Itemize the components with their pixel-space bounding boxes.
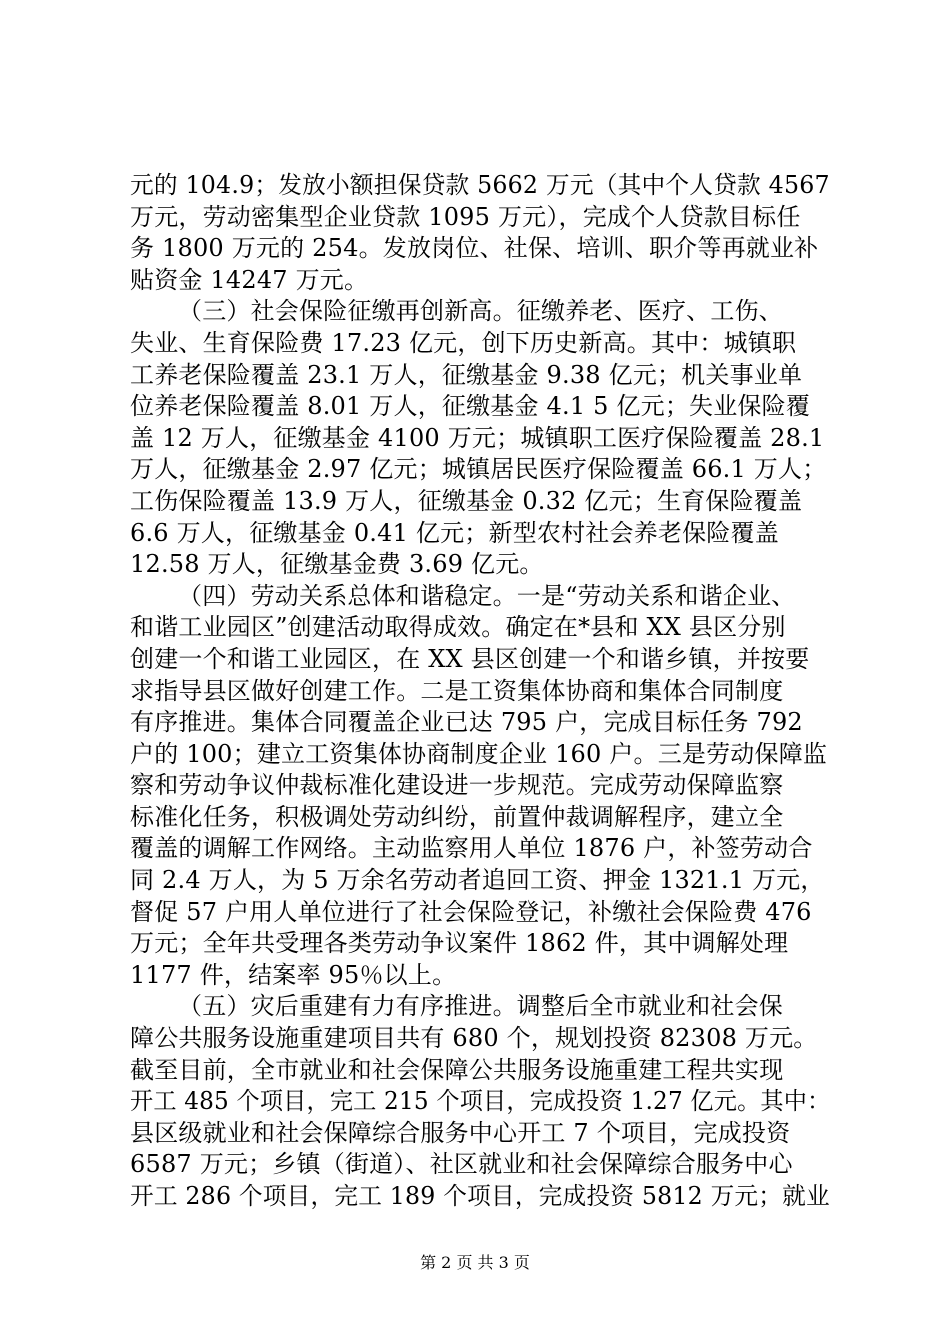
text-line: 察和劳动争议仲裁标准化建设进一步规范。完成劳动保障监察 bbox=[130, 771, 784, 800]
text-line: 标准化任务，积极调处劳动纠纷，前置仲裁调解程序，建立全 bbox=[130, 802, 784, 831]
text-line: 截至目前，全市就业和社会保障公共服务设施重建工程共实现 bbox=[130, 1055, 784, 1084]
paragraph-heading-4: （四）劳动关系总体和谐稳定。一是“劳动关系和谐企业、 bbox=[178, 581, 796, 610]
text-line: 12.58 万人，征缴基金费 3.69 亿元。 bbox=[130, 550, 544, 579]
text-line: 开工 286 个项目，完工 189 个项目，完成投资 5812 万元；就业 bbox=[130, 1182, 830, 1210]
text-line: 督促 57 户用人单位进行了社会保险登记，补缴社会保险费 476 bbox=[130, 897, 812, 926]
text-line: 覆盖的调解工作网络。主动监察用人单位 1876 户，补签劳动合 bbox=[130, 834, 813, 863]
text-line: 万元，劳动密集型企业贷款 1095 万元），完成个人贷款目标任 bbox=[130, 202, 801, 231]
text-line: 创建一个和谐工业园区，在 XX 县区创建一个和谐乡镇，并按要 bbox=[130, 644, 810, 673]
text-line: 位养老保险覆盖 8.01 万人，征缴基金 4.1 5 亿元；失业保险覆 bbox=[130, 392, 811, 421]
text-line: 求指导县区做好创建工作。二是工资集体协商和集体合同制度 bbox=[130, 676, 784, 705]
text-line: 开工 485 个项目，完工 215 个项目，完成投资 1.27 亿元。其中： bbox=[130, 1087, 831, 1116]
text-line: 盖 12 万人，征缴基金 4100 万元；城镇职工医疗保险覆盖 28.1 bbox=[130, 423, 825, 452]
text-line: 失业、生育保险费 17.23 亿元，创下历史新高。其中：城镇职 bbox=[130, 328, 797, 357]
text-line: 有序推进。集体合同覆盖企业已达 795 户，完成目标任务 792 bbox=[130, 708, 803, 737]
text-line: 务 1800 万元的 254。发放岗位、社保、培训、职介等再就业补 bbox=[130, 234, 819, 263]
page-number-footer: 第 2 页 共 3 页 bbox=[420, 1253, 530, 1272]
document-body bbox=[130, 170, 830, 1213]
text-line: 贴资金 14247 万元。 bbox=[130, 265, 369, 294]
text-line: 同 2.4 万人，为 5 万余名劳动者追回工资、押金 1321.1 万元， bbox=[130, 866, 825, 895]
text-line: 户的 100；建立工资集体协商制度企业 160 户。三是劳动保障监 bbox=[130, 739, 828, 768]
text-line: 万人，征缴基金 2.97 亿元；城镇居民医疗保险覆盖 66.1 万人； bbox=[130, 455, 827, 484]
text-line: 6587 万元；乡镇（街道）、社区就业和社会保障综合服务中心 bbox=[130, 1150, 793, 1179]
text-line: 1177 件，结案率 95％以上。 bbox=[130, 960, 457, 989]
text-line: 元的 104.9；发放小额担保贷款 5662 万元（其中个人贷款 4567 bbox=[130, 171, 830, 199]
paragraph-heading-3: （三）社会保险征缴再创新高。征缴养老、医疗、工伤、 bbox=[178, 297, 783, 326]
text-line: 和谐工业园区”创建活动取得成效。确定在*县和 XX 县区分别 bbox=[130, 613, 786, 642]
text-line: 工养老保险覆盖 23.1 万人，征缴基金 9.38 亿元；机关事业单 bbox=[130, 360, 803, 389]
text-line: 工伤保险覆盖 13.9 万人，征缴基金 0.32 亿元；生育保险覆盖 bbox=[130, 486, 803, 515]
text-line: 县区级就业和社会保障综合服务中心开工 7 个项目，完成投资 bbox=[130, 1118, 791, 1147]
paragraph-heading-5: （五）灾后重建有力有序推进。调整后全市就业和社会保 bbox=[178, 992, 783, 1021]
text-line: 6.6 万人，征缴基金 0.41 亿元；新型农村社会养老保险覆盖 bbox=[130, 518, 779, 547]
text-line: 万元；全年共受理各类劳动争议案件 1862 件，其中调解处理 bbox=[130, 929, 789, 958]
text-line: 障公共服务设施重建项目共有 680 个，规划投资 82308 万元。 bbox=[130, 1024, 818, 1053]
